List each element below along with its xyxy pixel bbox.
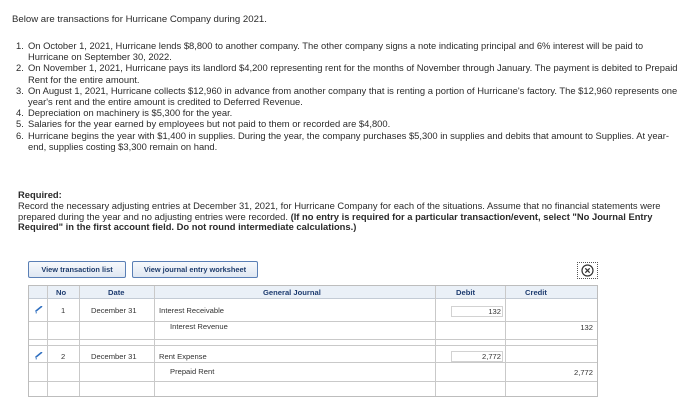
required-text: Record the necessary adjusting entries at December 31, 2021, for Hurricane Company for each of the situations. Assume that no financial statements were prepared during the year and no adjusting entries were recorded.: [18, 199, 661, 222]
required-note: (If no entry is required for a particular transaction/event, select "No Journal Entry Required" in the first account field. Do not round intermediate calculations.): [18, 210, 653, 233]
debit-account[interactable]: Interest Receivable: [159, 306, 225, 315]
item-number: 6.: [16, 129, 24, 141]
credit-account[interactable]: Prepaid Rent: [170, 367, 215, 376]
item-text: Hurricane begins the year with $1,400 in supplies. During the year, the company purchases $5,300 in supplies and debits that amount to Supplies. At year-end, supplies costing $3,300 remain on hand.: [28, 129, 670, 152]
journal-table: [28, 285, 598, 397]
check-icon: [35, 306, 43, 314]
view-transaction-list-button[interactable]: View transaction list: [28, 261, 126, 278]
table-header: [29, 286, 597, 299]
transaction-item: [16, 107, 684, 118]
item-text: Depreciation on machinery is $5,300 for the year.: [28, 107, 233, 119]
header-debit: Debit: [456, 288, 475, 297]
item-number: 2.: [16, 62, 24, 74]
transaction-item: [16, 85, 684, 107]
debit-value: 132: [488, 307, 501, 316]
entry-date: December 31: [91, 306, 137, 315]
item-text: On November 1, 2021, Hurricane pays its landlord $4,200 representing rent for the months of November through January. The payment is debited to Prepaid Rent for the entire amount.: [28, 62, 678, 85]
entry-number: 2: [61, 352, 66, 361]
item-number: 5.: [16, 118, 24, 130]
transaction-item: [16, 118, 684, 129]
debit-value: 2,772: [481, 352, 501, 361]
entry-date: December 31: [91, 352, 137, 361]
transaction-item: [16, 40, 684, 62]
item-number: 4.: [16, 107, 24, 119]
item-number: 3.: [16, 84, 24, 96]
credit-account[interactable]: Interest Revenue: [170, 322, 228, 331]
check-icon: [35, 352, 43, 360]
transaction-list: [16, 40, 684, 152]
debit-account[interactable]: Rent Expense: [159, 352, 207, 361]
close-circle-icon: [581, 264, 594, 277]
header-general-journal: General Journal: [263, 288, 321, 297]
close-button[interactable]: [577, 262, 598, 279]
item-number: 1.: [16, 40, 24, 51]
view-journal-worksheet-button[interactable]: View journal entry worksheet: [132, 261, 258, 278]
header-date: Date: [108, 288, 125, 297]
header-no: No: [56, 288, 67, 297]
transaction-item: [16, 130, 684, 152]
transaction-item: [16, 62, 684, 84]
item-text: Salaries for the year earned by employees but not paid to them or recorded are $4,800.: [28, 118, 391, 130]
credit-value: 2,772: [573, 368, 593, 377]
entry-number: 1: [61, 306, 66, 315]
intro-text: Below are transactions for Hurricane Company during 2021.: [12, 14, 267, 25]
header-credit: Credit: [525, 288, 547, 297]
required-heading: Required:: [18, 189, 62, 200]
item-text: On August 1, 2021, Hurricane collects $12,960 in advance from another company that is renting a portion of Hurricane's factory. The $12,960 represents one year's rent and the entire amount is credited to Deferred Revenue.: [28, 84, 678, 108]
required-section: [18, 190, 678, 233]
item-text: On October 1, 2021, Hurricane lends $8,800 to another company. The other company signs a note indicating principal and 6% interest will be paid to Hurricane on September 30, 2022.: [28, 40, 644, 63]
credit-value: 132: [580, 323, 593, 332]
